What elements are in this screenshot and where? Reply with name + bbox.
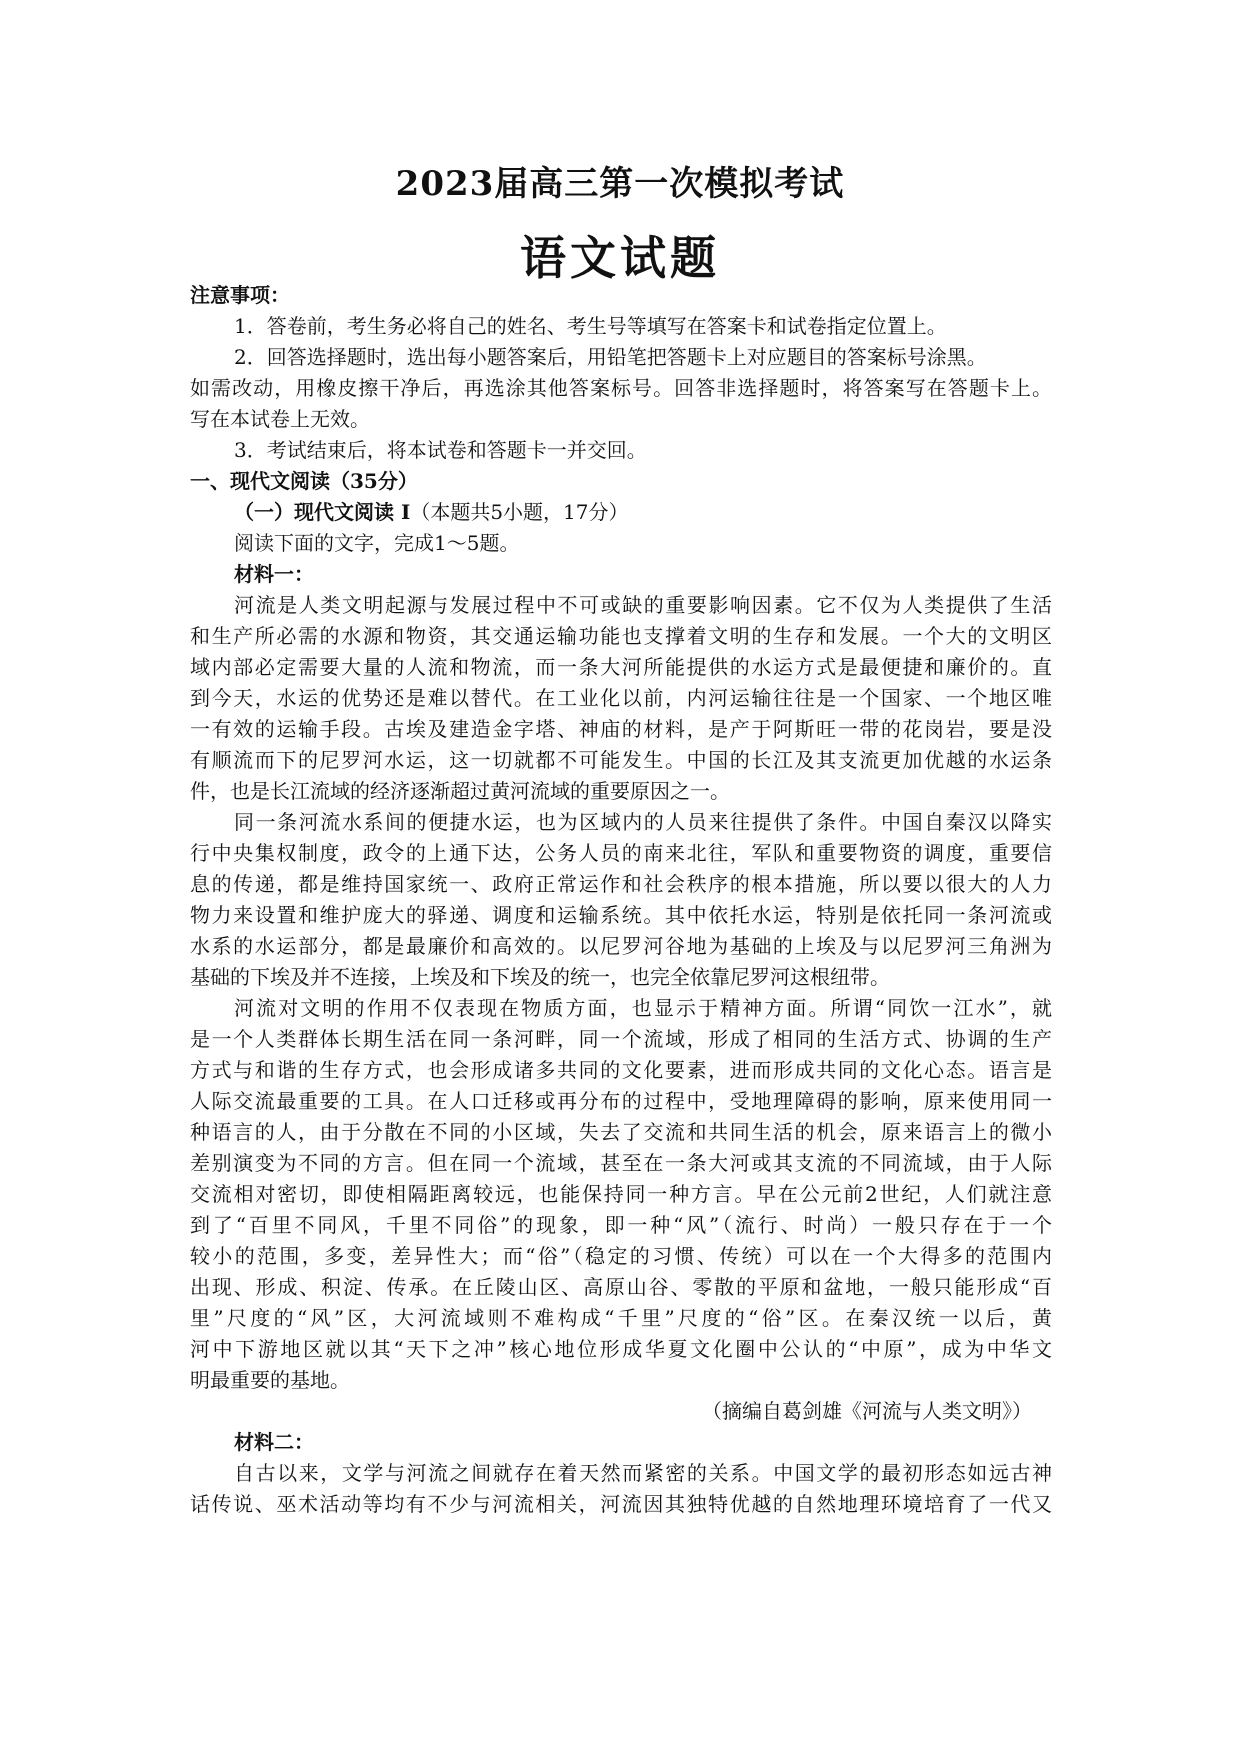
text-line: 河中下游地区就以其“天下之冲”核心地位形成华夏文化圈中公认的“中原”，成为中华文 [190,1337,1052,1361]
text-line: 自古以来，文学与河流之间就存在着天然而紧密的关系。中国文学的最初形态如远古神 [234,1461,1052,1485]
exam-title: 2023届高三第一次模拟考试 [395,164,845,204]
text-line: 差别演变为不同的方言。但在同一个流域，甚至在一条大河或其支流的不同流域，由于人际 [190,1151,1052,1175]
section-heading: 一、现代文阅读（35分） [190,469,418,493]
notice-item-2-line-1: 2．回答选择题时，选出每小题答案后，用铅笔把答题卡上对应题目的答案标号涂黑。 [234,345,987,369]
text-line: 和生产所必需的水源和物资，其交通运输功能也支撑着文明的生存和发展。一个大的文明区 [190,624,1052,648]
notice-item-3: 3．考试结束后，将本试卷和答题卡一并交回。 [234,438,647,462]
exam-subtitle: 语文试题 [520,231,720,285]
text-line: 较小的范围，多变，差异性大；而“俗”（稳定的习惯、传统）可以在一个大得多的范围内 [190,1244,1052,1268]
text-line: 息的传递，都是维持国家统一、政府正常运作和社会秩序的根本措施，所以要以很大的人力 [190,872,1052,896]
text-line: 有顺流而下的尼罗河水运，这一切就都不可能发生。中国的长江及其支流更加优越的水运条 [190,748,1052,772]
subsection-title: （一）现代文阅读 I [234,500,411,524]
reading-instruction: 阅读下面的文字，完成1～5题。 [234,531,520,555]
text-line: 里”尺度的“风”区，大河流域则不难构成“千里”尺度的“俗”区。在秦汉统一以后，黄 [190,1306,1052,1330]
text-line: 是一个人类群体长期生活在同一条河畔，同一个流域，形成了相同的生活方式、协调的生产 [190,1027,1052,1051]
text-line: 基础的下埃及并不连接，上埃及和下埃及的统一，也完全依靠尼罗河这根纽带。 [190,965,890,989]
notice-item-1: 1．答卷前，考生务必将自己的姓名、考生号等填写在答案卡和试卷指定位置上。 [234,314,947,338]
notice-item-2-line-3: 写在本试卷上无效。 [190,407,370,431]
material-1-paragraph-3 [190,993,1052,1396]
text-line: 到今天，水运的优势还是难以替代。在工业化以前，内河运输往往是一个国家、一个地区唯 [190,686,1052,710]
material-1-paragraph-2 [190,807,1052,993]
notice-heading: 注意事项： [190,283,290,307]
subsection-heading [190,497,1052,528]
subsection-note: （本题共5小题，17分） [410,500,629,524]
notice-item-2-line-2: 如需改动，用橡皮擦干净后，再选涂其他答案标号。回答非选择题时，将答案写在答题卡上。 [190,376,1052,400]
text-line: 人际交流最重要的工具。在人口迁移或再分布的过程中，受地理障碍的影响，原来使用同一 [190,1089,1052,1113]
text-line: 水系的水运部分，都是最廉价和高效的。以尼罗河谷地为基础的上埃及与以尼罗河三角洲为 [190,934,1052,958]
exam-body [190,280,1052,1520]
material-2-label: 材料二： [234,1430,314,1454]
text-line: 出现、形成、积淀、传承。在丘陵山区、高原山谷、零散的平原和盆地，一般只能形成“百 [190,1275,1052,1299]
material-1-label: 材料一： [234,562,314,586]
text-line: 交流相对密切，即使相隔距离较远，也能保持同一种方言。早在公元前2世纪，人们就注意 [190,1182,1052,1206]
text-line: 到了“百里不同风，千里不同俗”的现象，即一种“风”（流行、时尚）一般只存在于一个 [190,1213,1052,1237]
material-2-paragraph-1 [190,1458,1052,1520]
text-line: 一有效的运输手段。古埃及建造金字塔、神庙的材料，是产于阿斯旺一带的花岗岩，要是没 [190,717,1052,741]
text-line: 方式与和谐的生存方式，也会形成诸多共同的文化要素，进而形成共同的文化心态。语言是 [190,1058,1052,1082]
text-line: 行中央集权制度，政令的上通下达，公务人员的南来北往，军队和重要物资的调度，重要信 [190,841,1052,865]
material-1-paragraph-1 [190,590,1052,807]
text-line: 件，也是长江流域的经济逐渐超过黄河流域的重要原因之一。 [190,779,730,803]
text-line: 同一条河流水系间的便捷水运，也为区域内的人员来往提供了条件。中国自秦汉以降实 [234,810,1052,834]
text-line: 河流是人类文明起源与发展过程中不可或缺的重要影响因素。它不仅为人类提供了生活 [234,593,1052,617]
text-line: 明最重要的基地。 [190,1368,350,1392]
text-line: 域内部必定需要大量的人流和物流，而一条大河所能提供的水运方式是最便捷和廉价的。直 [190,655,1052,679]
material-1-source: （摘编自葛剑雄《河流与人类文明》） [702,1399,1032,1423]
text-line: 种语言的人，由于分散在不同的小区域，失去了交流和共同生活的机会，原来语言上的微小 [190,1120,1052,1144]
text-line: 物力来设置和维护庞大的驿递、调度和运输系统。其中依托水运，特别是依托同一条河流或 [190,903,1052,927]
text-line: 河流对文明的作用不仅表现在物质方面，也显示于精神方面。所谓“同饮一江水”，就 [234,996,1052,1020]
text-line: 话传说、巫术活动等均有不少与河流相关，河流因其独特优越的自然地理环境培育了一代又 [190,1492,1052,1516]
